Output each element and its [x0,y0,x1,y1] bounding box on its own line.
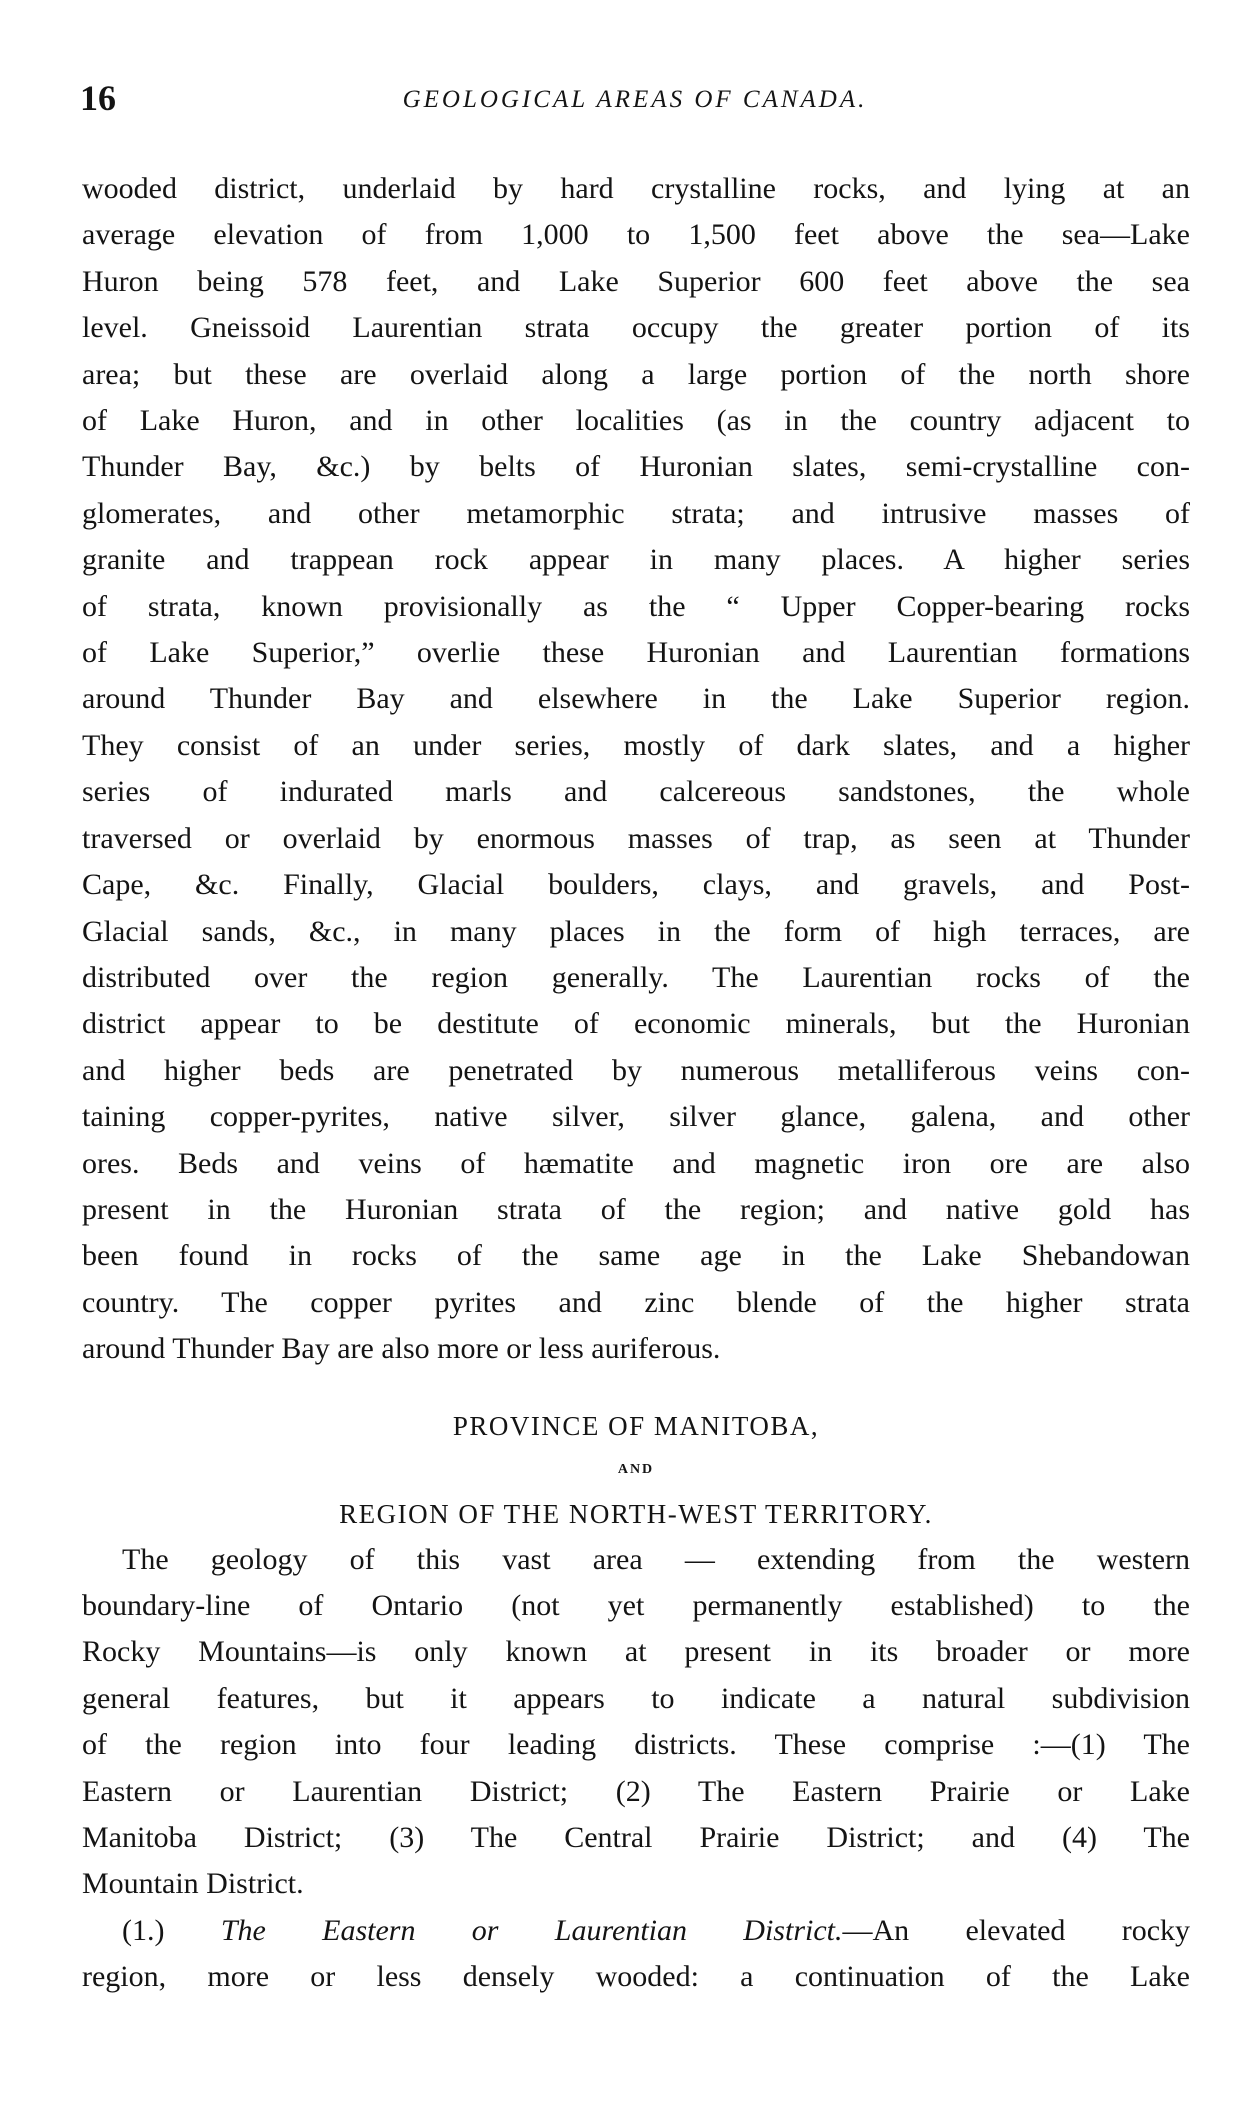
text-line: series of indurated marls and calcereous sandstones, the whole [82,775,1190,809]
text-line: been found in rocks of the same age in the Lake Shebandowan [82,1239,1190,1273]
running-title: GEOLOGICAL AREAS OF CANADA. [402,86,868,113]
text-line: ores. Beds and veins of hæmatite and magnetic iron ore are also [82,1146,1190,1180]
text-line: average elevation of from 1,000 to 1,500 feet above the sea—Lake [82,218,1190,252]
text-line: general features, but it appears to indicate a natural subdivision [82,1681,1190,1715]
text-line: of the region into four leading districts. These comprise :—(1) The [82,1728,1190,1762]
section-heading-region: REGION OF THE NORTH-WEST TERRITORY. [339,1498,933,1529]
text-line: Rocky Mountains—is only known at present in its broader or more [82,1635,1190,1669]
text-line: area; but these are overlaid along a large portion of the north shore [82,357,1190,391]
text-line [82,1908,1190,1954]
text-line: Cape, &c. Finally, Glacial boulders, clays, and gravels, and Post- [82,868,1190,902]
text-line: around Thunder Bay are also more or less auriferous. [82,1332,721,1366]
text-line: Huron being 578 feet, and Lake Superior 600 feet above the sea [82,264,1190,298]
text-line: country. The copper pyrites and zinc blende of the higher strata [82,1285,1190,1319]
paragraph-eastern-district [82,1908,1190,2001]
section-heading-province: PROVINCE OF MANITOBA, [452,1410,820,1441]
text-line: boundary-line of Ontario (not yet permanently established) to the [82,1588,1190,1622]
text-line: around Thunder Bay and elsewhere in the Lake Superior region. [82,682,1190,716]
running-head [80,78,1190,118]
text-line: wooded district, underlaid by hard crystalline rocks, and lying at an [82,172,1190,205]
page-number: 16 [80,78,116,118]
text-line: They consist of an under series, mostly of dark slates, and a higher [82,728,1190,762]
text-line: distributed over the region generally. The Laurentian rocks of the [82,960,1190,994]
text-line: taining copper-pyrites, native silver, silver glance, galena, and other [82,1100,1190,1134]
text-line: region, more or less densely wooded: a continuation of the Lake [82,1960,1190,1994]
district-subtitle: The Eastern or Laurentian District. [220,1913,843,1947]
text-line: present in the Huronian strata of the region; and native gold has [82,1192,1190,1226]
section-heading-and: AND [617,1461,655,1477]
paragraph-ontario-lake-superior [82,166,1190,1373]
text-line: granite and trappean rock appear in many places. A higher series [82,543,1190,577]
text-line: district appear to be destitute of economic minerals, but the Huronian [82,1007,1190,1041]
text-line: Thunder Bay, &c.) by belts of Huronian slates, semi-crystalline con- [82,450,1190,484]
text-line: Eastern or Laurentian District; (2) The Eastern Prairie or Lake [82,1774,1190,1808]
paragraph-manitoba-geology [82,1537,1190,1908]
text-line: Mountain District. [82,1867,304,1901]
text-fragment: —An elevated rocky [842,1913,1191,1947]
text-line: level. Gneissoid Laurentian strata occupy the greater portion of its [82,311,1190,345]
text-line: of strata, known provisionally as the “ Upper Copper-bearing rocks [82,589,1190,623]
body-text [82,166,1190,2001]
text-line: Manitoba District; (3) The Central Prairie District; and (4) The [82,1821,1190,1854]
text-line: glomerates, and other metamorphic strata; and intrusive masses of [82,496,1190,530]
text-line: traversed or overlaid by enormous masses of trap, as seen at Thunder [82,821,1190,855]
text-line: of Lake Superior,” overlie these Huronian and Laurentian formations [82,636,1190,670]
text-line: of Lake Huron, and in other localities (as in the country adjacent to [82,404,1190,438]
district-number: (1.) [122,1913,165,1947]
text-line: Glacial sands, &c., in many places in the form of high terraces, are [82,914,1190,948]
text-line: The geology of this vast area — extending from the western [122,1542,1190,1576]
text-line: and higher beds are penetrated by numerous metalliferous veins con- [82,1053,1190,1087]
